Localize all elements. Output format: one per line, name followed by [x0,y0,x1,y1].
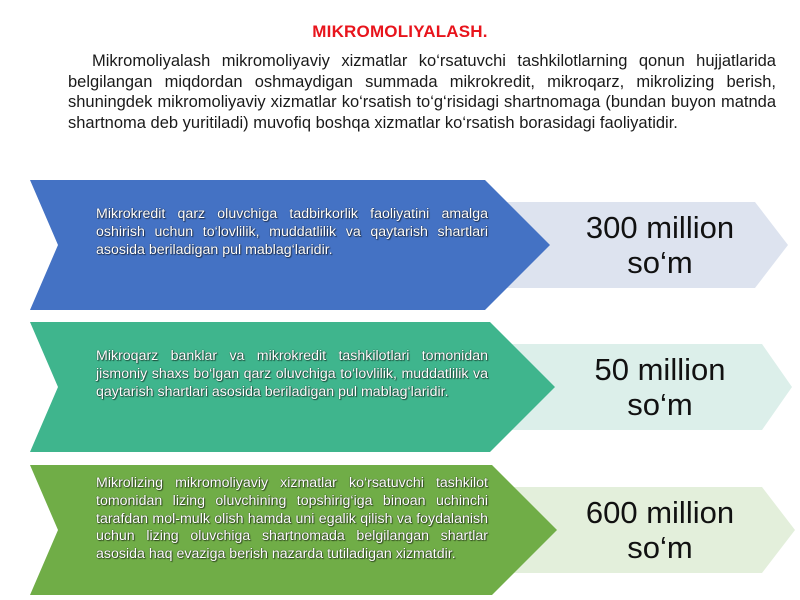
amount-currency: so‘m [627,387,693,422]
item-amount [560,352,760,422]
item-row-mikrolizing [0,465,800,595]
item-row-mikroqarz [0,322,800,452]
amount-value: 300 million [585,210,735,245]
amount-currency: so‘m [627,245,693,280]
item-amount [560,495,760,565]
amount-currency: so‘m [627,530,693,565]
item-amount [560,210,760,280]
amount-value: 50 million [594,352,726,387]
item-description: Mikroqarz banklar va mikrokredit tashkilotlari tomonidan jismoniy shaxs bo‘lgan qarz oluvchiga to‘lovlilik, muddatlilik va qaytarish shartlari asosida beriladigan pul mablag‘laridir. [96,348,488,400]
amount-value: 600 million [585,495,735,530]
page-title: MIKROMOLIYALASH. [312,22,488,41]
item-description: Mikrokredit qarz oluvchiga tadbirkorlik faoliyatini amalga oshirish uchun to‘lovlilik, muddatlilik va qaytarish shartlari asosida beriladigan pul mablag‘laridir. [96,206,488,258]
item-row-mikrokredit [0,180,800,310]
item-description: Mikrolizing mikromoliyaviy xizmatlar ko‘rsatuvchi tashkilot tomonidan lizing oluvchining topshirig‘iga binoan uchinchi tarafdan mol-mulk olish hamda uni egalik qilish va foydalanish uchun lizing oluvchiga shartnomada belgilangan shartlar asosida haq evaziga berish nazarda tutiladigan xizmatdir. [96,475,488,563]
intro-paragraph: Mikromoliyalash mikromoliyaviy xizmatlar ko‘rsatuvchi tashkilotlarning qonun hujjatlarida belgilangan miqdordan oshmaydigan summada mikrokredit, mikroqarz, mikrolizing berish, shuningdek mikromoliyaviy xizmatlar ko‘rsatish to‘g‘risidagi shartnomaga (bundan buyon matnda shartnoma deb yuritiladi) muvofiq boshqa xizmatlar ko‘rsatish borasidagi faoliyatidir. [68,52,776,132]
